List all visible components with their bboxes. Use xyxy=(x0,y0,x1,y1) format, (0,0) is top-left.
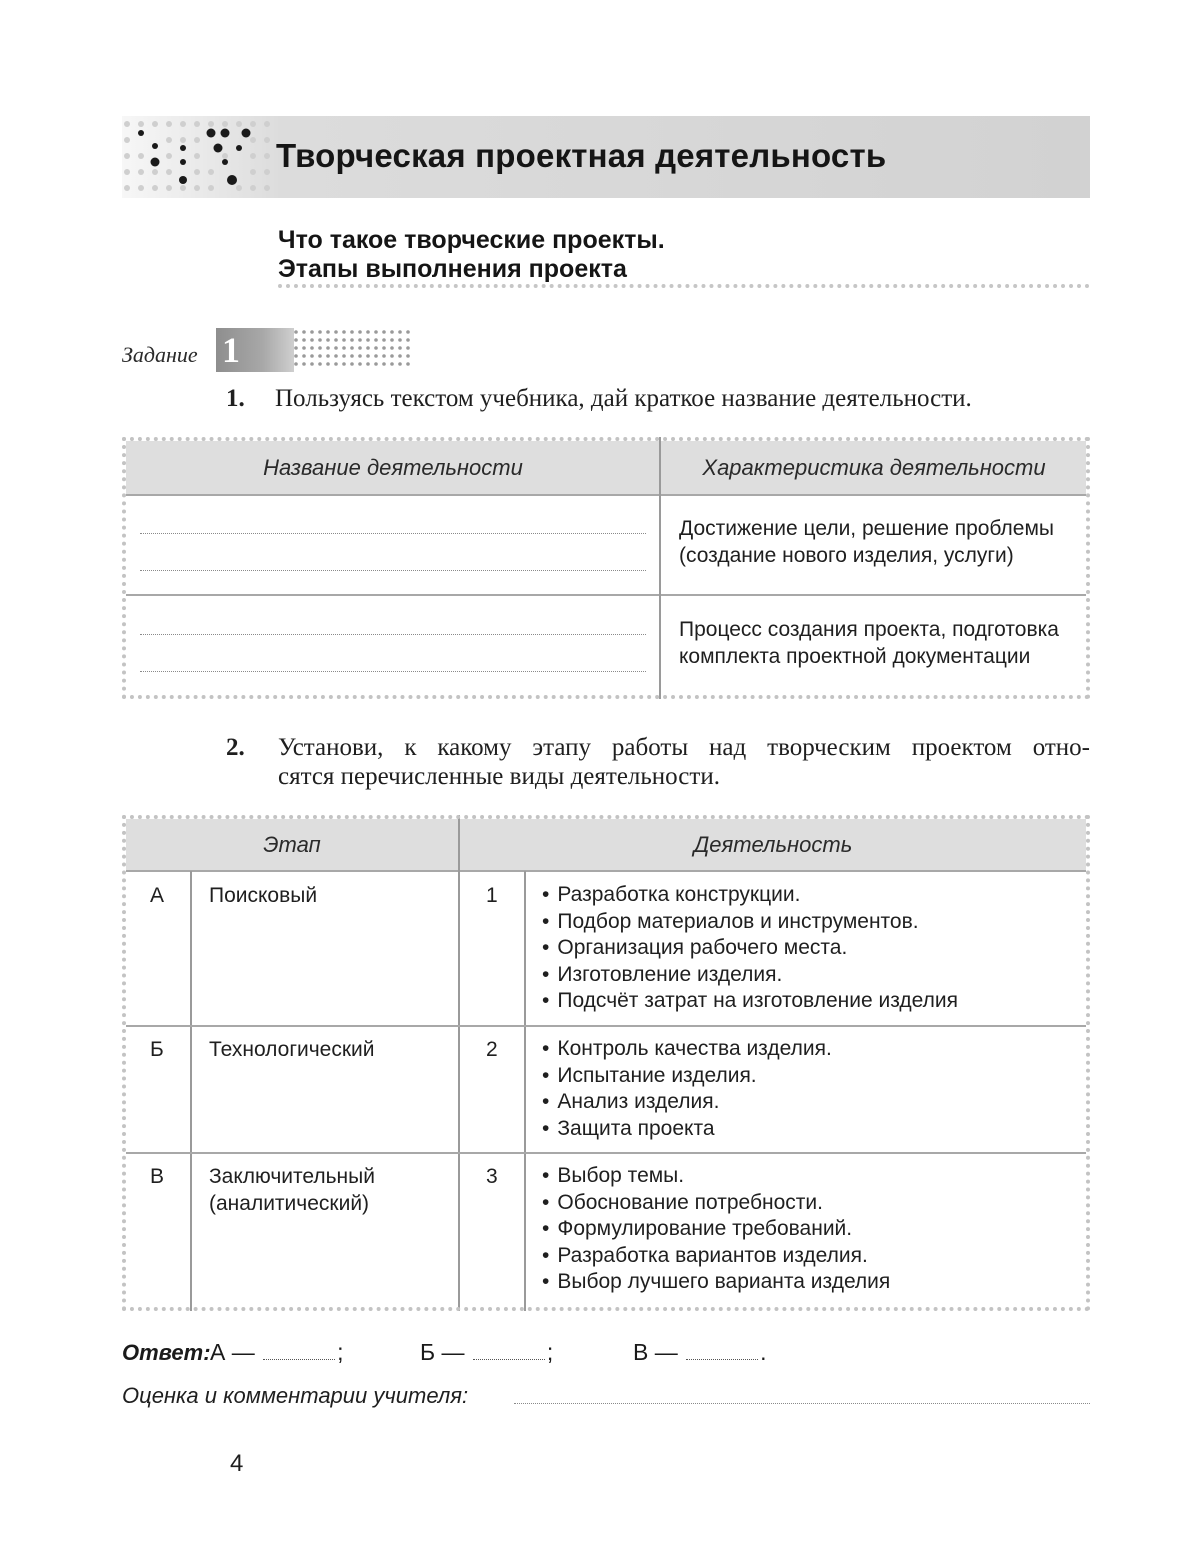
stage-letter: В xyxy=(150,1165,165,1188)
activity-group-number: 1 xyxy=(486,884,498,907)
question-2-text: Установи, к какому этапу работы над творческим проектом отно- сятся перечисленные виды деятельности. xyxy=(278,734,1090,790)
table1-border-left xyxy=(122,437,126,699)
table1-row-divider xyxy=(126,594,1086,596)
table1-row2-description: Процесс создания проекта, подготовка комплекта проектной документации xyxy=(679,618,1059,668)
activity-group-number: 3 xyxy=(486,1165,498,1188)
answer-separator: ; xyxy=(546,1339,554,1365)
section-divider xyxy=(278,284,1090,288)
answer-line[interactable] xyxy=(140,671,646,672)
section-title-line1: Что такое творческие проекты. xyxy=(278,226,665,254)
stage-name: Поисковый xyxy=(209,884,318,907)
answer-v xyxy=(633,1339,767,1366)
table2-row-divider xyxy=(126,1025,1086,1027)
list-item: • Выбор темы. xyxy=(542,1163,890,1190)
answer-end: . xyxy=(760,1339,767,1365)
activity-names-table xyxy=(122,437,1090,699)
question-1 xyxy=(226,384,972,413)
table1-border-right xyxy=(1086,437,1090,699)
answer-b-label: Б — xyxy=(420,1339,465,1365)
stage-name: Технологический xyxy=(209,1038,375,1061)
section-title-line2: Этапы выполнения проекта xyxy=(278,255,627,283)
list-item: • Разработка вариантов изделия. xyxy=(542,1243,890,1270)
task-dot-pattern xyxy=(290,328,412,372)
stage-name: Заключительный (аналитический) xyxy=(209,1165,375,1215)
list-item: • Формулирование требований. xyxy=(542,1216,890,1243)
table2-number-divider xyxy=(524,871,526,1311)
list-item: • Организация рабочего места. xyxy=(542,935,958,962)
answer-line[interactable] xyxy=(140,634,646,635)
table2-row-divider xyxy=(126,1152,1086,1154)
activity-list xyxy=(542,1163,890,1296)
table1-column-divider xyxy=(659,437,661,699)
table1-border-top xyxy=(122,437,1090,441)
chapter-title: Творческая проектная деятельность xyxy=(276,137,887,174)
project-stages-table xyxy=(122,815,1090,1311)
question-2-number: 2. xyxy=(226,734,245,761)
task-number: 1 xyxy=(222,330,240,370)
list-item: • Испытание изделия. xyxy=(542,1063,832,1090)
teacher-comment-line[interactable] xyxy=(514,1403,1090,1404)
answer-v-label: В — xyxy=(633,1339,678,1365)
task-label: Задание xyxy=(122,342,198,367)
stage-letter: А xyxy=(150,884,165,907)
answer-label: Ответ: xyxy=(122,1340,211,1365)
question-1-number: 1. xyxy=(226,385,245,412)
list-item: • Обоснование потребности. xyxy=(542,1190,890,1217)
activity-list xyxy=(542,1036,832,1142)
answer-a-blank[interactable] xyxy=(263,1358,335,1360)
answer-line[interactable] xyxy=(140,533,646,534)
table2-header-stage: Этап xyxy=(263,832,321,857)
table2-header-border xyxy=(126,870,1086,872)
page-number: 4 xyxy=(230,1450,244,1477)
table1-header-border xyxy=(126,494,1086,496)
answer-a-label: А — xyxy=(210,1339,255,1365)
table1-header-name: Название деятельности xyxy=(263,455,523,480)
answer-b xyxy=(420,1339,553,1366)
table2-border-top xyxy=(122,815,1090,819)
answer-separator: ; xyxy=(337,1339,344,1365)
list-item: • Разработка конструкции. xyxy=(542,882,958,909)
table2-header-activity: Деятельность xyxy=(693,832,853,857)
list-item: • Анализ изделия. xyxy=(542,1089,832,1116)
list-item: • Изготовление изделия. xyxy=(542,962,958,989)
table1-header-description: Характеристика деятельности xyxy=(702,455,1046,480)
table2-border-left xyxy=(122,815,126,1311)
table1-border-bottom xyxy=(122,695,1090,699)
list-item: • Контроль качества изделия. xyxy=(542,1036,832,1063)
activity-group-number: 2 xyxy=(486,1038,498,1061)
list-item: • Подсчёт затрат на изготовление изделия xyxy=(542,988,958,1015)
activity-list xyxy=(542,882,958,1015)
answer-row xyxy=(122,1340,211,1366)
banner-dot-pattern xyxy=(122,116,272,198)
table2-letter-divider xyxy=(190,871,192,1311)
list-item: • Подбор материалов и инструментов. xyxy=(542,909,958,936)
table2-column-divider xyxy=(458,815,460,1311)
table2-border-right xyxy=(1086,815,1090,1311)
table2-border-bottom xyxy=(122,1307,1090,1311)
stage-letter: Б xyxy=(150,1038,164,1061)
answer-line[interactable] xyxy=(140,570,646,571)
answer-b-blank[interactable] xyxy=(473,1358,545,1360)
list-item: • Выбор лучшего варианта изделия xyxy=(542,1269,890,1296)
list-item: • Защита проекта xyxy=(542,1116,832,1143)
answer-v-blank[interactable] xyxy=(686,1358,758,1360)
table1-row1-description: Достижение цели, решение проблемы (создание нового изделия, услуги) xyxy=(679,517,1054,567)
teacher-comment-label: Оценка и комментарии учителя: xyxy=(122,1383,469,1408)
answer-a xyxy=(210,1339,344,1366)
section-title xyxy=(278,226,665,284)
question-1-text: Пользуясь текстом учебника, дай краткое название деятельности. xyxy=(275,385,972,412)
